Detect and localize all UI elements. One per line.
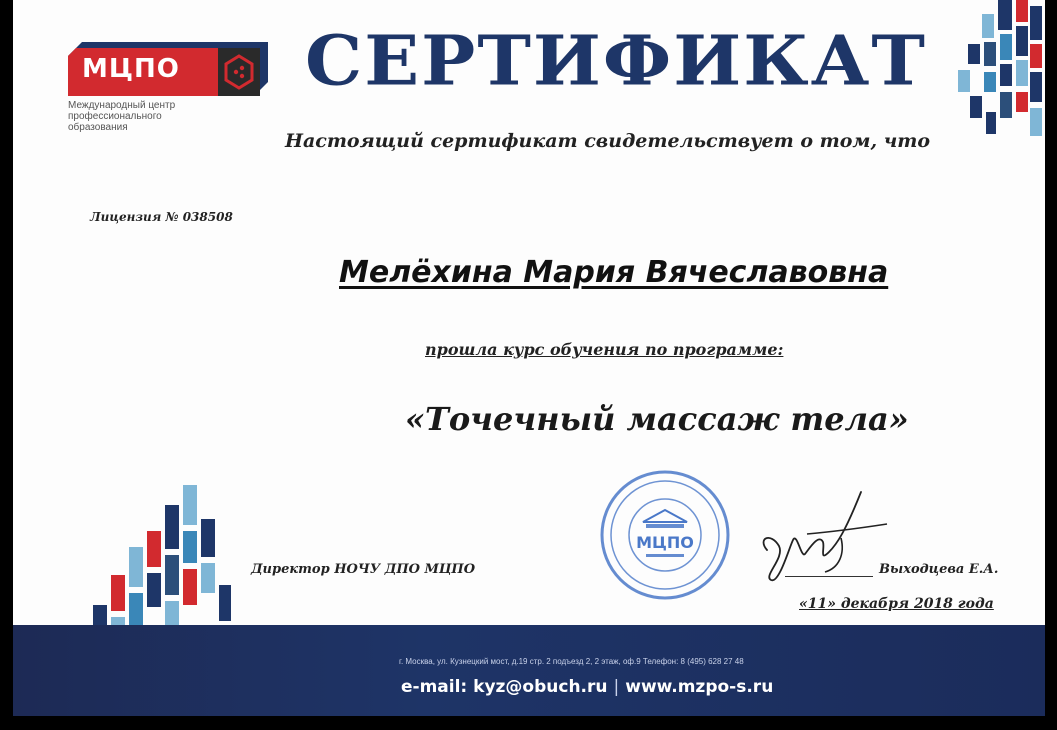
license-number: Лицензия № 038508: [90, 210, 233, 224]
official-stamp: [598, 468, 732, 602]
director-label: Директор НОЧУ ДПО МЦПО: [251, 562, 476, 577]
logo-subtitle-line: Международный центр: [68, 100, 176, 111]
footer-website: www.mzpo-s.ru: [625, 677, 774, 697]
handwritten-signature: [749, 488, 889, 588]
logo-subtitle-line: образования: [68, 122, 128, 133]
footer-contacts: [401, 677, 773, 697]
certificate-sheet: [13, 0, 1045, 716]
recipient-name: Мелёхина Мария Вячеславовна: [339, 255, 889, 290]
issue-date: «11» декабря 2018 года: [799, 596, 994, 612]
footer-email: e-mail: kyz@obuch.ru: [401, 677, 608, 697]
footer-band: [13, 625, 1045, 716]
logo-subtitle: [68, 100, 228, 133]
stamp-text: МЦПО: [636, 533, 694, 552]
course-intro: прошла курс обучения по программе:: [425, 340, 784, 359]
footer-separator: |: [613, 677, 620, 697]
decorative-pattern-top-right: [938, 0, 1045, 140]
signer-name: Выходцева Е.А.: [879, 562, 999, 577]
mcpo-logo: [68, 34, 278, 144]
logo-text: МЦПО: [82, 54, 180, 84]
certificate-title: СЕРТИФИКАТ: [305, 20, 927, 101]
logo-subtitle-line: профессионального: [68, 111, 162, 122]
footer-address: г. Москва, ул. Кузнецкий мост, д.19 стр. 2 подъезд 2, 2 этаж, оф.9 Телефон: 8 (495) 628 27 48: [399, 657, 744, 666]
certificate-subtitle: Настоящий сертификат свидетельствует о том, что: [285, 130, 931, 152]
course-name: «Точечный массаж тела»: [405, 400, 909, 438]
signature-line: [785, 576, 873, 577]
